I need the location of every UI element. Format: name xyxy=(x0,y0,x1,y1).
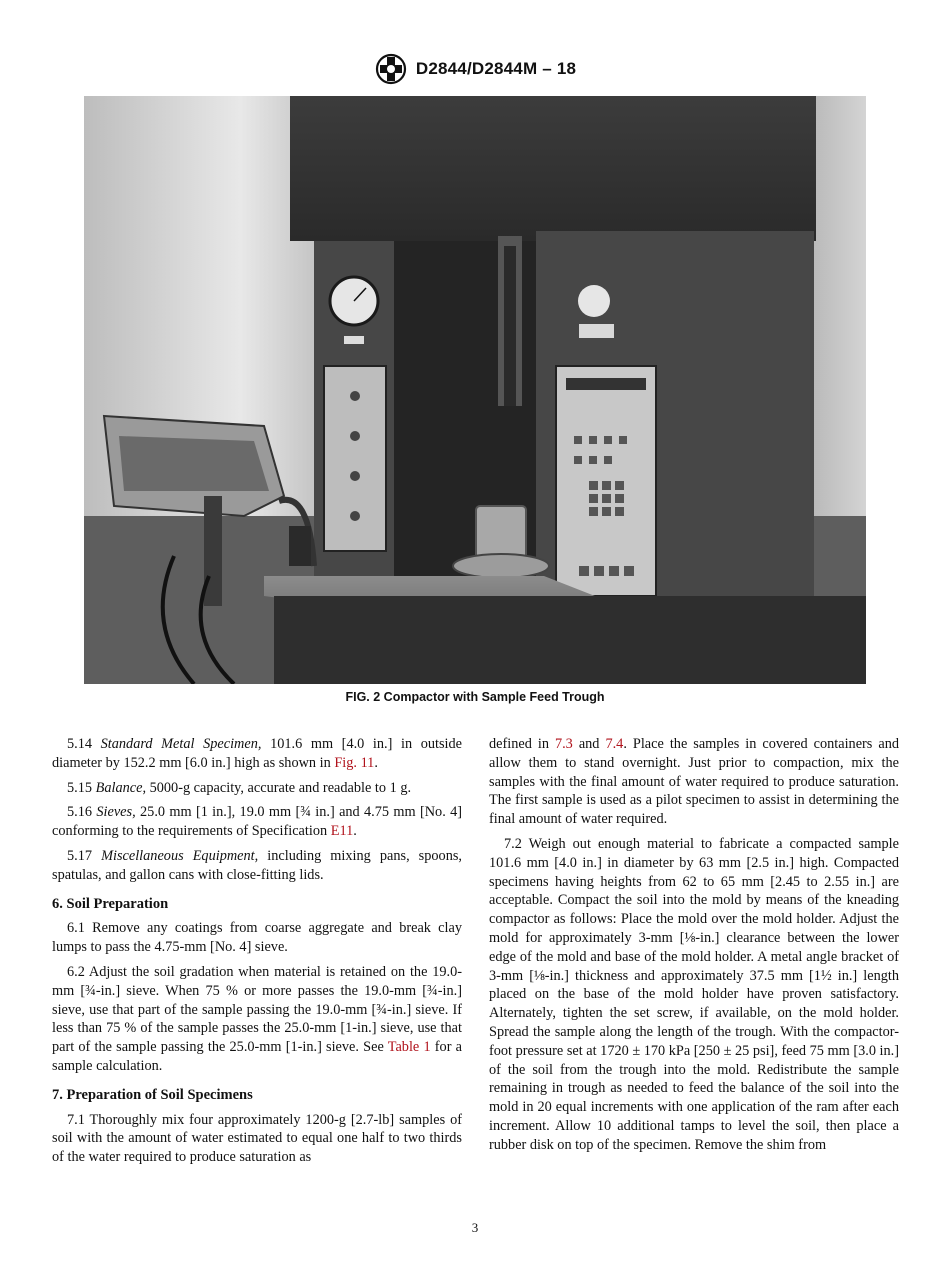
section-7-3-link[interactable]: 7.3 xyxy=(554,736,573,752)
paragraph-5-17: 5.17 Miscellaneous Equipment, including mixing pans, spoons, spatulas, and gallon cans with close-fitting lids. xyxy=(52,847,462,883)
paragraph-6-1: 6.1 Remove any coatings from coarse aggregate and break clay lumps to pass the 4.75-mm [No. 4] sieve. xyxy=(52,920,462,956)
section-7-4-link[interactable]: 7.4 xyxy=(605,736,624,752)
paragraph-6-2: 6.2 Adjust the soil gradation when material is retained on the 19.0-mm [¾-in.] sieve. When 75 % or more passes the 19.0-mm [¾-in.] sieve, use that part of the sample passing the 19.0-mm [¾-in.] sieve. If less than 75 % of the sample passes the 25.0-mm [1-in.] sieve, use that part of the sample passing the 25.0-mm [1-in.] sieve. See Table 1 for a sample calculation. xyxy=(52,963,462,1074)
paragraph-5-14: 5.14 Standard Metal Specimen, 101.6 mm [4.0 in.] in outside diameter by 152.2 mm [6.0 in.] high as shown in Fig. 11. xyxy=(52,736,462,771)
paragraph-7-1: 7.1 Thoroughly mix four approximately 1200-g [2.7-lb] samples of soil with the amount of water estimated to equal one half to two thirds of the water required to produce saturation as xyxy=(52,1111,462,1166)
section-7-heading: 7. Preparation of Soil Specimens xyxy=(52,1086,253,1103)
paragraph-5-16: 5.16 Sieves, 25.0 mm [1 in.], 19.0 mm [¾ in.] and 4.75 mm [No. 4] conforming to the requirements of Specification E11. xyxy=(52,804,463,840)
page-number: 3 xyxy=(471,1220,479,1235)
paragraph-7-1-continued: defined in 7.3 and 7.4. Place the samples in covered containers and allow them to stand overnight. Just prior to compaction, mix the samples with the final amount of water required to produce saturation. The first sample is used as a pilot specimen to assist in determining the final amount of water required. xyxy=(489,736,899,828)
figure-photo xyxy=(84,96,866,684)
page-header xyxy=(0,52,950,86)
section-6-heading: 6. Soil Preparation xyxy=(52,895,169,912)
figure-caption: FIG. 2 Compactor with Sample Feed Trough xyxy=(345,690,605,704)
table-1-link[interactable]: Table 1 xyxy=(387,1039,431,1056)
fig-11-link[interactable]: Fig. 11 xyxy=(334,754,375,771)
document-id: D2844/D2844M – 18 xyxy=(415,59,577,78)
left-column xyxy=(52,735,462,1173)
astm-logo-icon xyxy=(374,53,408,85)
right-column xyxy=(489,735,899,1161)
paragraph-5-15: 5.15 Balance, 5000-g capacity, accurate and readable to 1 g. xyxy=(67,779,412,796)
e11-link[interactable]: E11 xyxy=(330,823,354,840)
paragraph-7-2: 7.2 Weigh out enough material to fabricate a compacted sample 101.6 mm [4.0 in.] in diameter by 63 mm [2.5 in.] high. Compacted specimens having heights from 62 to 65 mm [2.45 to 2.55 in.] are acceptable. Compact the soil into the mold by means of the kneading compactor as follows: Place the mold over the mold holder. Adjust the mold for approximately 3-mm [⅛-in.] clearance between the lower edge of the mold and base of the mold holder. A metal angle bracket of 3-mm [⅛-in.] thickness and approximately 37.5 mm [1½ in.] length placed on the base of the mold holder have proven satisfactory. Alternately, tighten the set screw, if available, on the mold holder. Spread the sample along the length of the trough. With the compactor-foot pressure set at 1720 ± 170 kPa [250 ± 25 psi], feed 75 mm [3.0 in.] of the soil from the trough into the mold. Redistribute the sample remaining in trough as needed to feed the balance of the soil into the mold in 20 equal increments with one application of the ram after each increment. Allow 10 additional tamps to level the soil, then place a rubber disk on top of the specimen. Remove the shim from xyxy=(489,835,899,1153)
